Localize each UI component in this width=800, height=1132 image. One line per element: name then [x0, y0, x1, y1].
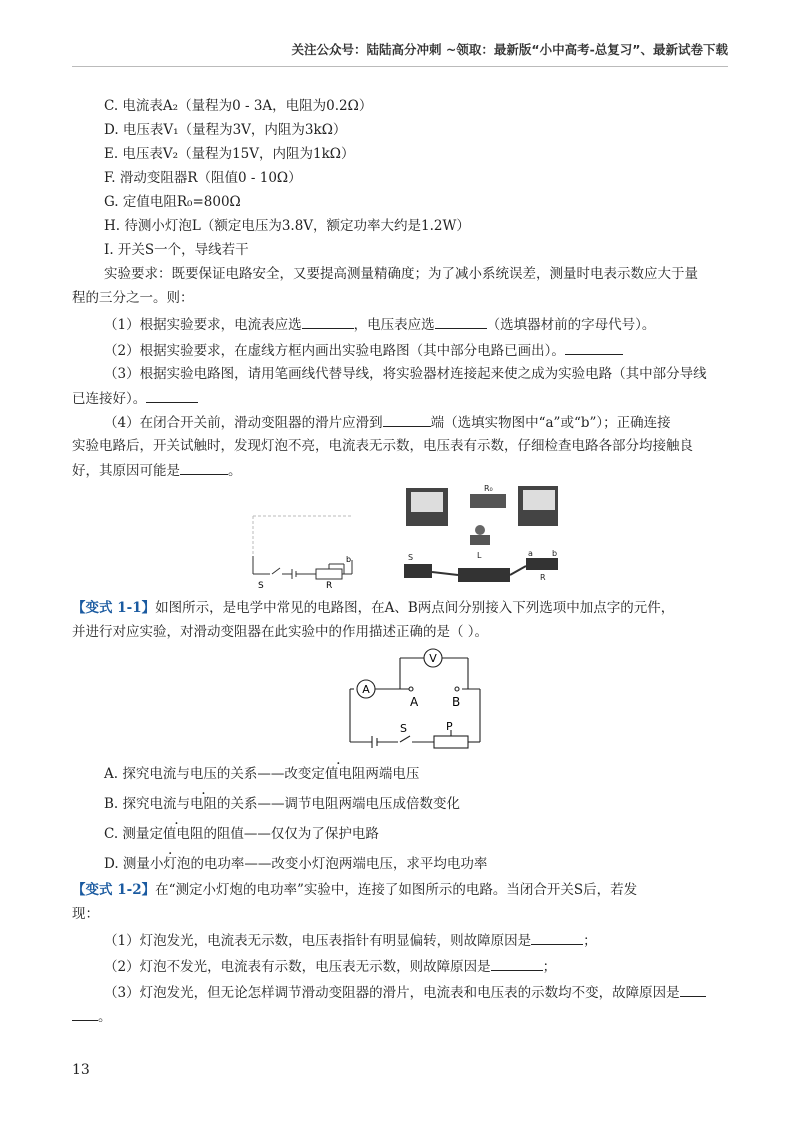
variant-text: 在“测定小灯炮的电功率”实验中，连接了如图所示的电路。当闭合开关S后，若发 — [155, 882, 638, 898]
photo-a-label: a — [528, 549, 533, 558]
variant-1-2-sub3-cont — [72, 1006, 112, 1027]
answer-blank — [680, 982, 706, 997]
point-b-label: B — [452, 695, 461, 709]
variant-1-1-option-c — [104, 824, 379, 844]
answer-blank — [435, 314, 487, 329]
question-1 — [104, 314, 655, 335]
variant-1-1-line2: 并进行对应实验，对滑动变阻器在此实验中的作用描述正确的是（ ）。 — [72, 624, 489, 640]
q4-text-b: 端（选填实物图中“a”或“b”）；正确连接 — [430, 415, 671, 431]
photo-r-label: R — [540, 573, 546, 582]
voltmeter-symbol: V — [429, 652, 437, 665]
variant-1-1-option-a — [104, 764, 419, 784]
sub3-text: （3）灯泡发光，但无论怎样调节滑动变阻器的滑片，电流表和电压表的示数均不变，故障原因是 — [104, 985, 680, 1001]
partial-circuit-diagram — [253, 516, 352, 579]
apparatus-photo — [404, 484, 558, 582]
answer-blank — [565, 340, 623, 355]
q1-text-b: ，电压表应选 — [353, 317, 435, 333]
q4-text-e: 。 — [228, 463, 242, 479]
answer-blank — [146, 388, 198, 403]
option-a-post: 两端电压 — [365, 766, 420, 782]
variant-1-2-line1 — [72, 880, 637, 900]
option-f: F. 滑动变阻器R（阻值0 - 10Ω） — [104, 170, 302, 186]
variant-1-1-option-d — [104, 854, 487, 874]
ammeter-symbol: A — [362, 683, 370, 696]
variant-1-2-sub2 — [104, 956, 556, 977]
variant-1-2-line2: 现： — [72, 906, 99, 922]
bulb — [475, 525, 485, 535]
option-c-post: 的阻值——仅仅为了保护电路 — [203, 826, 379, 842]
requirement-line2: 程的三分之一。则： — [72, 290, 194, 306]
fixed-resistor — [470, 494, 506, 508]
option-b-post: 的关系——调节电阻两端电压成倍数变化 — [217, 796, 461, 812]
page-number: 13 — [72, 1062, 90, 1078]
option-a-pre: A. 探究电流与电压的关系——改变 — [104, 766, 312, 782]
answer-blank — [531, 930, 583, 945]
switch-s-label: S — [400, 722, 407, 735]
variant-tag: 【变式 1-2】 — [72, 882, 156, 898]
ammeter-dial — [411, 492, 443, 512]
option-d: D. 电压表V₁（量程为3V，内阻为3kΩ） — [104, 122, 347, 138]
sub2-text: （2）灯泡不发光，电流表有示数，电压表无示数，则故障原因是 — [104, 959, 491, 975]
switch-label: S — [258, 581, 264, 590]
bulb-label: L — [477, 551, 482, 560]
variant-1-2-sub3 — [104, 982, 706, 1003]
circuit-figure-2 — [340, 644, 490, 750]
question-3-line1: （3）根据实验电路图，请用笔画线代替导线，将实验器材连接起来使之成为实验电路（其中部分导线 — [104, 366, 707, 382]
question-4-line2: 实验电路后，开关试触时，发现灯泡不亮，电流表无示数，电压表有示数，仔细检查电路各部分均接触良 — [72, 438, 693, 454]
battery-box — [458, 568, 510, 582]
slider-p-label: P — [446, 720, 453, 733]
requirement-line1: 实验要求：既要保证电路安全，又要提高测量精确度；为了减小系统误差，测量时电表示数应大于量 — [104, 266, 698, 282]
sub1-text: （1）灯泡发光，电流表无示数，电压表指针有明显偏转，则故障原因是 — [104, 933, 532, 949]
circuit-figure-1 — [248, 480, 558, 590]
header-divider — [72, 66, 728, 67]
q4-text-d: 好，其原因可能是 — [72, 463, 180, 479]
answer-blank — [302, 314, 354, 329]
question-3-line2 — [72, 388, 198, 409]
option-i: I. 开关S一个，导线若干 — [104, 242, 249, 258]
option-a-dotted: 定值电阻 — [311, 766, 366, 782]
question-4-line3 — [72, 460, 242, 481]
switch-body — [404, 564, 432, 578]
sub2-end: ； — [542, 959, 557, 975]
rheostat-body — [526, 558, 558, 570]
option-d-dotted: 小灯泡 — [149, 856, 191, 872]
option-c-pre: C. 测量 — [104, 826, 150, 842]
terminal-b-label: b — [346, 555, 352, 564]
q1-text-c: （选填器材前的字母代号）。 — [486, 317, 656, 333]
answer-blank — [180, 460, 228, 475]
variant-1-2-sub1 — [104, 930, 597, 951]
option-d-pre: D. 测量 — [104, 856, 150, 872]
page-header: 关注公众号：陆陆高分冲刺 ~领取：最新版“小中高考-总复习”、最新试卷下载 — [291, 42, 728, 57]
option-d-post: 的电功率——改变小灯泡两端电压，求平均电功率 — [190, 856, 488, 872]
q4-text-a: （4）在闭合开关前，滑动变阻器的滑片应滑到 — [104, 415, 383, 431]
option-g: G. 定值电阻R₀=800Ω — [104, 194, 241, 210]
photo-switch-label: S — [408, 553, 414, 562]
rheostat-label: R — [326, 581, 333, 590]
point-a-label: A — [410, 695, 419, 709]
q2-text: （2）根据实验要求，在虚线方框内画出实验电路图（其中部分电路已画出）。 — [104, 343, 565, 359]
answer-blank — [72, 1006, 98, 1021]
variant-tag: 【变式 1-1】 — [72, 600, 156, 616]
resistor-label: R₀ — [484, 484, 493, 493]
option-b-pre: B. 探究电流与 — [104, 796, 191, 812]
sub3-end: 。 — [98, 1009, 112, 1025]
bulb-base — [470, 535, 490, 545]
option-e: E. 电压表V₂（量程为15V，内阻为1kΩ） — [104, 146, 355, 162]
voltmeter-dial — [523, 490, 555, 510]
answer-blank — [491, 956, 543, 971]
variant-text: 如图所示，是电学中常见的电路图，在A、B两点间分别接入下列选项中加点字的元件， — [155, 600, 675, 616]
question-4-line1 — [104, 412, 671, 433]
option-b-dotted: 电阻 — [190, 796, 218, 812]
variant-1-1-line1 — [72, 598, 674, 618]
q3-text-b: 已连接好）。 — [72, 391, 147, 407]
sub1-end: ； — [583, 933, 597, 949]
photo-b-label: b — [552, 549, 558, 558]
option-c: C. 电流表A₂（量程为0 - 3A，电阻为0.2Ω） — [104, 98, 373, 114]
answer-blank — [383, 412, 431, 427]
option-c-dotted: 定值电阻 — [149, 826, 204, 842]
variant-1-1-option-b — [104, 794, 460, 814]
q1-text-a: （1）根据实验要求，电流表应选 — [104, 317, 302, 333]
question-2 — [104, 340, 623, 361]
option-h: H. 待测小灯泡L（额定电压为3.8V，额定功率大约是1.2W） — [104, 218, 470, 234]
